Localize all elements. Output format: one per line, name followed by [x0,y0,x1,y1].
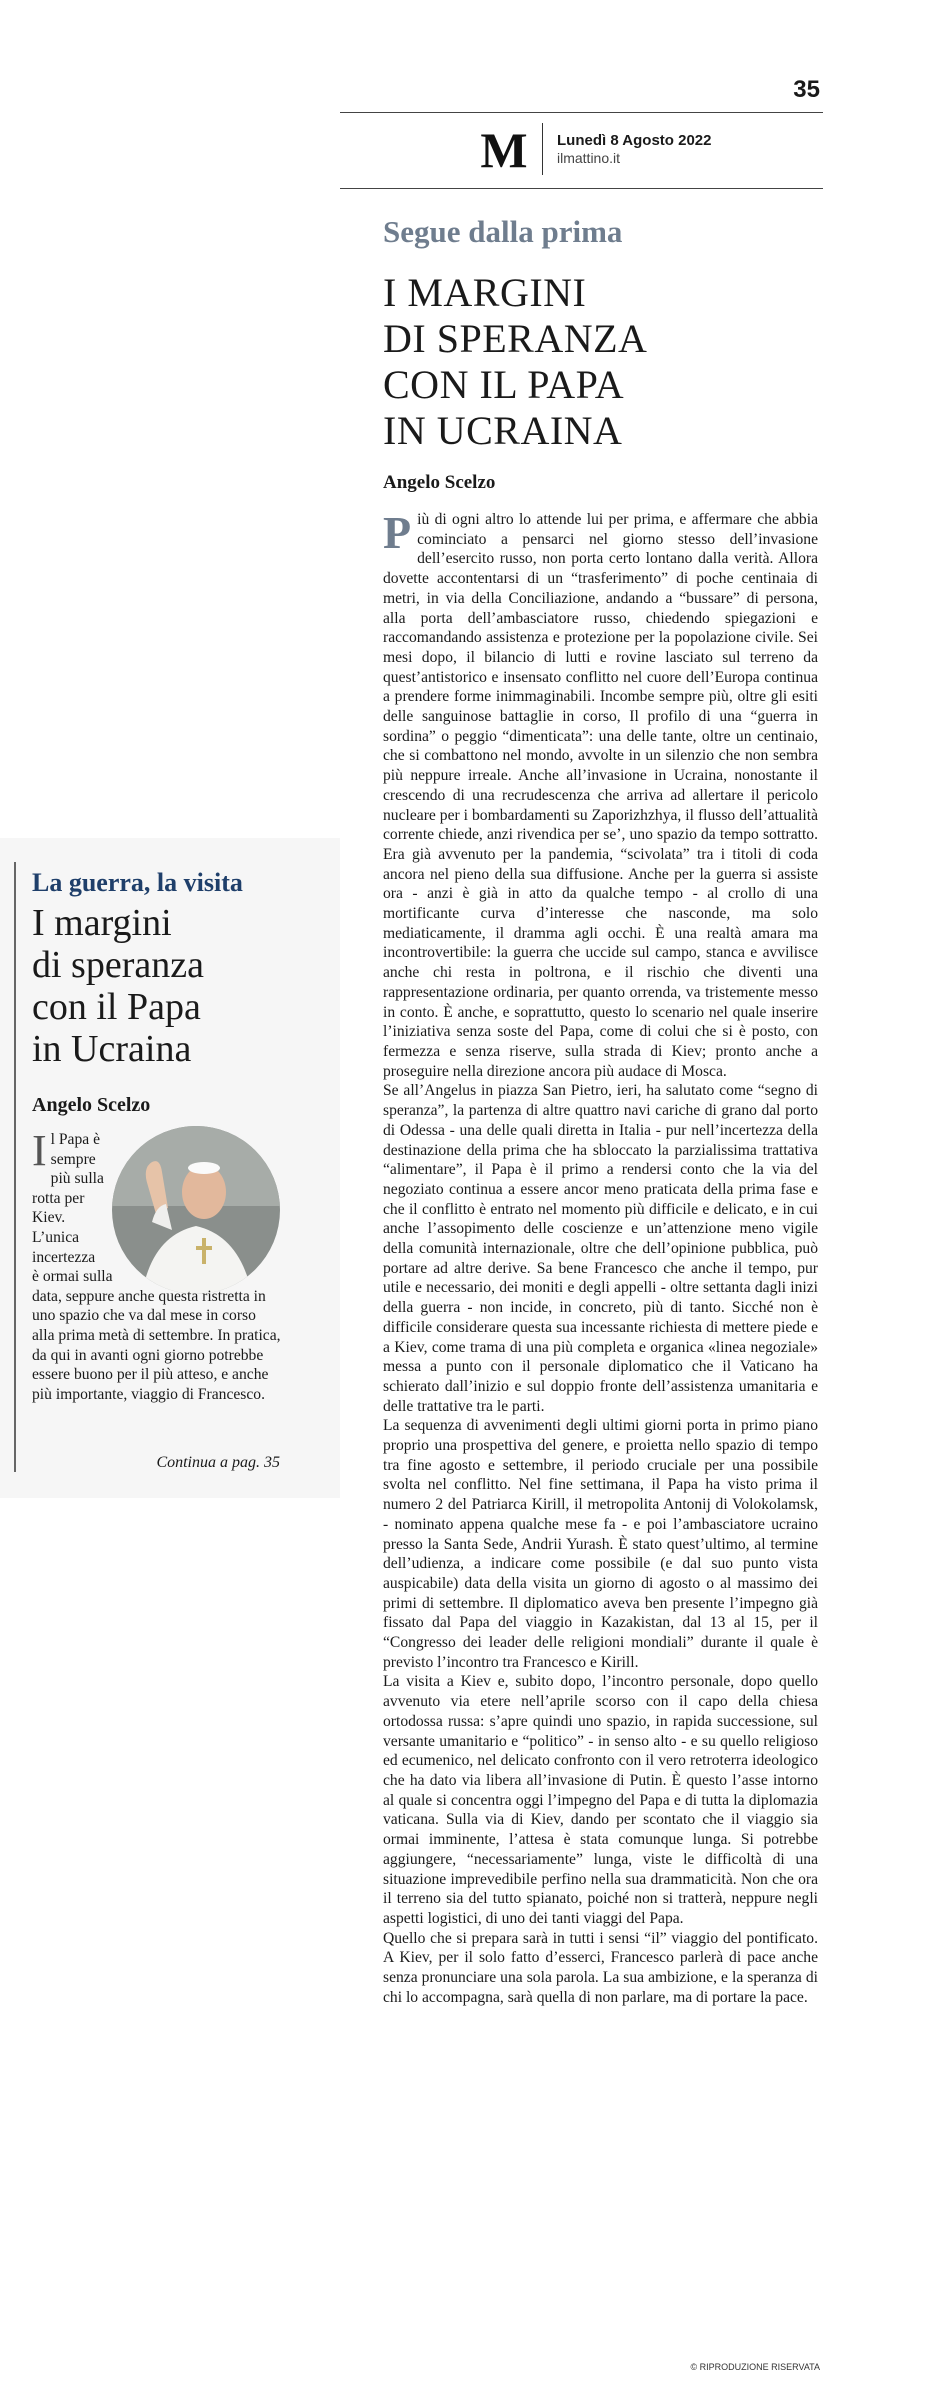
teaser-headline-line: in Ucraina [32,1028,192,1070]
page-number: 35 [793,76,820,103]
main-headline [383,270,783,454]
teaser-headline-line: con il Papa [32,986,201,1028]
masthead-separator [542,123,543,175]
teaser-line: rotta per [32,1189,85,1207]
teaser-line: sempre [50,1150,96,1168]
teaser-rule [14,862,16,1472]
main-kicker: Segue dalla prima [383,214,623,249]
article-paragraph: La visita a Kiev e, subito dopo, l’incontro personale, dopo quello avvenuto via etere nell’aprile scorso con il capo della chiesa ortodossa russa: s’apre quindi uno spazio, in rapida successione, sul versante umanitario e “politico” - in senso alto - e su quello religioso ed ecumenico, nel delicato confronto con il vero retroterra ideologico che ha dato via libera all’invasione di Putin. È questo l’asse intorno al quale si concentra oggi l’impegno del Papa e di tutta la diplomazia vaticana. Sulla via di Kiev, dando per scontato che il viaggio sia ormai imminente, l’attesa è stata comunque lunga. Si potrebbe aggiungere, “necessariamente” lunga, viste le difficoltà di una situazione imprevedibile perfino nella sua drammaticità. Non che ora il terreno sia del tutto spianato, poiché non si tratterà, neppure negli aspetti logistici, di uno dei tanti viaggi del Papa. [383,1673,818,1927]
main-headline-line: CON IL PAPA [383,362,625,407]
teaser-line: l Papa è [50,1131,101,1148]
header-top-rule [340,112,823,113]
teaser-headline-line: I margini [32,902,172,944]
main-headline-line: I MARGINI [383,270,587,315]
article-paragraph: iù di ogni altro lo attende lui per prima, e affermare che abbia cominciato a pensarci nel giorno stesso dell’invasione dell’esercito russo, non porta certo lontano dalla verità. Allora dovette accontentarsi di un “trasferimento” di poche centinaia di metri, in via della Conciliazione, andando a “bussare” di persona, alla porta dell’ambasciatore russo, chiedendo spiegazioni e raccomandando assistenza e protezione per la popolazione civile. Sei mesi dopo, il bilancio di lutti e rovine lasciato sul terreno da quest’antistorico e insensato conflitto nel cuore dell’Europa continua a prendere forme inimmaginabili. Incombe sempre più, oltre gli esiti delle sanguinose battaglie in corso, Il profilo di una “guerra in sordina” o peggio “dimenticata”: una delle tante, oltre un centinaio, che si combattono nel mondo, avvolte in un silenzio che non sembra più neppure irreale. Anche all’invasione in Ucraina, nonostante il crescendo di una recrudescenza che arriva ad allertare il pericolo nucleare per i bombardamenti su Zaporizhzhya, il flusso dell’attualità corrente chiede, anzi rivendica per se’, uno spazio da tempo sottratto. Era già avvenuto per la pandemia, “scivolata” tra i titoli di coda ancora nel pieno della sua diffusione. Anche per la guerra si assiste ora - anzi è già in atto da qualche tempo - al crollo di una mortificante curva d’interesse che nasconde, ma solo mediaticamente, il dramma agli occhi. È una realtà amara ma incontrovertibile: la guerra che uccide sul campo, stanca e avvilisce anche chi resta in poltrona, e il rischio che diventi una rappresentazione ordinaria, per quanto orrenda, va tristemente messo in conto. È anche, e soprattutto, questo lo scenario nel quale inserire l’iniziativa senza soste del Papa, come di colui che si è posto, con fermezza e senza riserve, sulla strada di Kiev; pronto anche a proseguire nella direzione ancora più audace di Mosca. [383,511,818,1080]
teaser-headline-line: di speranza [32,944,204,986]
masthead [478,123,711,175]
il-mattino-logo-icon [478,125,530,173]
teaser-line: Kiev. [32,1209,66,1227]
copyright-note: © RIPRODUZIONE RISERVATA [690,2362,820,2372]
main-author: Angelo Scelzo [383,472,496,493]
article-paragraph: Se all’Angelus in piazza San Pietro, ieri, ha salutato come “segno di speranza”, la partenza di altre quattro navi cariche di grano dal porto di Odessa - una delle quali diretta in Italia - pur nell’incertezza della destinazione della prima che ha sbloccato la parzialissima trattativa “alimentare”, il Papa è il primo a rendersi conto che la via del negoziato continua a essere ancor meno praticata della prima fase e che il conflitto è entrato nel momento più difficile e delicato, e in cui anche l’assopimento delle coscienze e un’attenzione meno vigile della comunità internazionale, oltre che dell’opinione pubblica, può portare ad altre derive. Sa bene Francesco che anche il tempo, pur utile e necessario, dei moniti e degli appelli - oltre settanta dagli inizi della guerra - non incide, in concreto, più di tanto. Sicché non è difficile considerare questa sua incessante richiesta di mettere piede e a Kiev, come trama di una più completa e organica «linea negoziale» messa a punto con il personale diplomatico che il Vaticano ha schierato dall’inizio e sul doppio fronte dell’assistenza umanitaria e delle trattative tra le parti. [383,1082,818,1415]
main-headline-line: IN UCRAINA [383,408,623,453]
header-bottom-rule [340,188,823,189]
main-dropcap: P [383,507,412,558]
svg-text:M: M [480,125,528,173]
site-name: ilmattino.it [557,149,621,166]
teaser-headline [32,902,322,1070]
teaser-line: incertezza [32,1248,96,1266]
teaser-line: L’unica [32,1228,80,1246]
teaser-author: Angelo Scelzo [32,1094,151,1116]
article-paragraph: Quello che si prepara sarà in tutti i sensi “il” viaggio del pontificato. A Kiev, per il solo fatto d’esserci, Francesco parlerà di pace anche senza pronunciare una sola parola. La sua ambizione, e la speranza di chi lo accompagna, sarà quella di non parlare, ma di portare la pace. [383,1929,818,2006]
continua-link[interactable]: Continua a pag. 35 [156,1454,280,1471]
article-paragraph: La sequenza di avvenimenti degli ultimi giorni porta in primo piano proprio una prospettiva del genere, e proietta nello spazio di tempo tra fine agosto e settembre, il periodo cruciale per una possibile svolta nel conflitto. Nel fine settimana, il Papa ha visto prima il numero 2 del Patriarca Kirill, il metropolita Antonij di Volokolamsk, - nominato appena qualche mese fa - e poi l’ambasciatore ucraino presso la Santa Sede, Andrii Yurash. È stato quest’ultimo, al termine dell’udienza, a indicare come possibile (e dal suo punto vista auspicabile) data della visita un giorno di agosto o al massimo dei primi di settembre. Il diplomatico aveva ben presente l’impegno già fissato dal Papa del viaggio in Kazakistan, dal 13 al 15, per il “Congresso dei leader delle religioni mondiali” durante il quale è previsto l’incontro tra Francesco e Kirill. [383,1417,818,1671]
issue-date: Lunedì 8 Agosto 2022 [557,131,712,149]
teaser-line: più sulla [50,1170,104,1188]
front-page-teaser [0,838,340,1498]
main-article-body [383,507,818,2007]
main-headline-line: DI SPERANZA [383,316,648,361]
teaser-line: è ormai sulla [32,1268,113,1286]
teaser-body [32,1126,282,1404]
teaser-dropcap: I [32,1126,47,1175]
teaser-kicker: La guerra, la visita [32,868,243,897]
teaser-text: data, seppure anche questa ristretta in uno spazio che va dal mese in corso alla prima metà di settembre. In pratica, da qui in avanti ogni giorno potrebbe essere buono per il più atteso, e anche più importante, viaggio di Francesco. [32,1287,281,1403]
